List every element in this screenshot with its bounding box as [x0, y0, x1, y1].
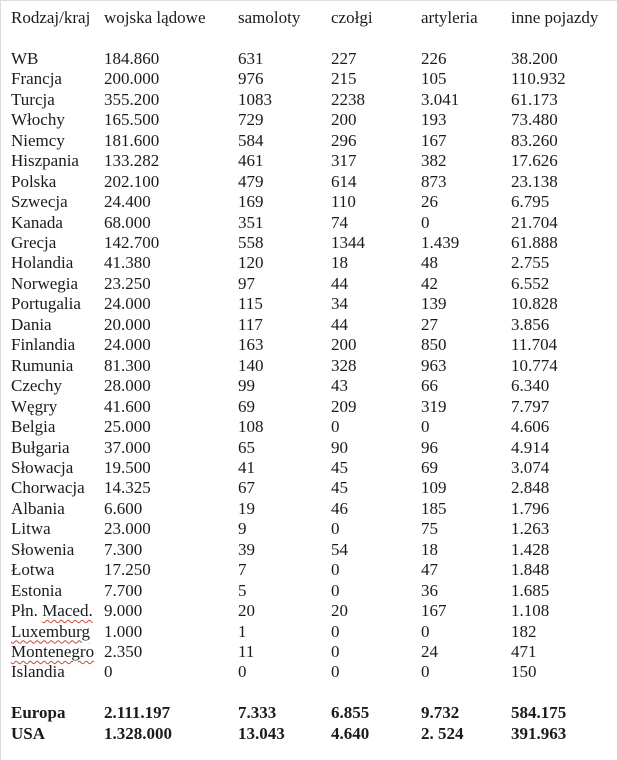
country-cell: Grecja	[11, 232, 57, 252]
value-cell: 67	[238, 478, 255, 498]
value-cell: 26	[421, 192, 438, 212]
spellcheck-word: Luxemburg	[11, 621, 91, 641]
value-cell: 631	[238, 48, 264, 68]
value-cell: 19	[238, 498, 255, 518]
country-cell: Francja	[11, 69, 62, 89]
value-cell: 20	[238, 601, 255, 621]
value-cell: 140	[238, 355, 264, 375]
value-cell: 6.340	[511, 376, 550, 396]
value-cell: 45	[331, 457, 348, 477]
value-cell: 24.400	[104, 192, 151, 212]
value-cell: 61.173	[511, 89, 558, 109]
value-cell: 2.755	[511, 253, 550, 273]
value-cell: 0	[238, 662, 247, 682]
value-cell: 11	[238, 642, 255, 662]
value-cell: 48	[421, 253, 438, 273]
value-cell: 97	[238, 273, 255, 293]
country-cell: Kanada	[11, 212, 63, 232]
header-wojska-ladowe: wojska lądowe	[104, 8, 206, 27]
value-cell: 108	[238, 417, 264, 437]
country-cell: Polska	[11, 171, 57, 191]
country-cell: Albania	[11, 498, 65, 518]
value-cell: 69	[421, 457, 438, 477]
value-cell: 41.380	[104, 253, 151, 273]
value-cell: 184.860	[104, 48, 160, 68]
value-cell: 10.774	[511, 355, 558, 375]
header-artyleria: artyleria	[421, 8, 478, 27]
value-cell: 23.138	[511, 171, 558, 191]
value-cell: 139	[421, 294, 447, 314]
value-cell: 226	[421, 48, 447, 68]
value-cell: 73.480	[511, 110, 558, 130]
value-cell: 0	[421, 621, 430, 641]
value-cell: 355.200	[104, 89, 160, 109]
value-cell: 200	[331, 335, 357, 355]
country-cell: Węgry	[11, 396, 58, 416]
value-cell: 11.704	[511, 335, 558, 355]
header-rodzaj-kraj: Rodzaj/kraj	[11, 8, 91, 27]
value-cell: 3.074	[511, 457, 550, 477]
country-cell: Estonia	[11, 580, 62, 600]
value-cell: 65	[238, 437, 255, 457]
value-cell: 117	[238, 314, 263, 334]
value-cell: 61.888	[511, 232, 558, 252]
value-cell: 4.606	[511, 417, 550, 437]
value-cell: 9.732	[421, 703, 460, 723]
value-cell: 17.626	[511, 151, 558, 171]
value-cell: 0	[331, 642, 340, 662]
value-cell: 43	[331, 376, 348, 396]
value-cell: 24	[421, 642, 438, 662]
value-cell: 2. 524	[421, 723, 464, 743]
header-inne-pojazdy: inne pojazdy	[511, 8, 599, 27]
value-cell: 185	[421, 498, 447, 518]
value-cell: 5	[238, 580, 247, 600]
value-cell: 351	[238, 212, 264, 232]
value-cell: 18	[331, 253, 348, 273]
value-cell: 20	[331, 601, 348, 621]
value-cell: 0	[331, 519, 340, 539]
value-cell: 614	[331, 171, 357, 191]
country-cell: Płn. Maced.	[11, 601, 93, 621]
value-cell: 110.932	[511, 69, 566, 89]
country-cell: Bułgaria	[11, 437, 70, 457]
country-cell: Litwa	[11, 519, 51, 539]
value-cell: 182	[511, 621, 537, 641]
value-cell: 38.200	[511, 48, 558, 68]
value-cell: 976	[238, 69, 264, 89]
value-cell: 181.600	[104, 130, 160, 150]
value-cell: 2.111.197	[104, 703, 171, 723]
country-cell: Holandia	[11, 253, 74, 273]
value-cell: 584	[238, 130, 264, 150]
header-samoloty: samoloty	[238, 8, 301, 27]
value-cell: 109	[421, 478, 447, 498]
value-cell: 105	[421, 69, 447, 89]
value-cell: 115	[238, 294, 263, 314]
value-cell: 18	[421, 539, 438, 559]
country-cell: Dania	[11, 314, 52, 334]
military-table	[11, 8, 617, 744]
value-cell: 7.700	[104, 580, 143, 600]
country-cell: Europa	[11, 703, 66, 723]
value-cell: 39	[238, 539, 255, 559]
value-cell: 2.350	[104, 642, 143, 662]
value-cell: 729	[238, 110, 264, 130]
value-cell: 96	[421, 437, 438, 457]
country-cell: Rumunia	[11, 355, 74, 375]
country-cell: Szwecja	[11, 192, 68, 212]
country-cell: WB	[11, 48, 39, 68]
value-cell: 28.000	[104, 376, 151, 396]
value-cell: 169	[238, 192, 264, 212]
value-cell: 23.250	[104, 273, 151, 293]
country-cell	[11, 642, 104, 662]
country-cell: Łotwa	[11, 560, 55, 580]
value-cell: 9.000	[104, 601, 143, 621]
country-cell: Finlandia	[11, 335, 76, 355]
value-cell: 7	[238, 560, 247, 580]
value-cell: 24.000	[104, 335, 151, 355]
blank-line	[11, 28, 617, 48]
value-cell: 41	[238, 457, 255, 477]
country-cell: Czechy	[11, 376, 62, 396]
value-cell: 200.000	[104, 69, 160, 89]
value-cell: 120	[238, 253, 264, 273]
value-cell: 47	[421, 560, 438, 580]
value-cell: 133.282	[104, 151, 160, 171]
value-cell: 1.796	[511, 498, 550, 518]
value-cell: 7.797	[511, 396, 550, 416]
value-cell: 110	[331, 192, 356, 212]
value-cell: 90	[331, 437, 348, 457]
value-cell: 1.439	[421, 232, 460, 252]
value-cell: 41.600	[104, 396, 151, 416]
value-cell: 10.828	[511, 294, 558, 314]
value-cell: 963	[421, 355, 447, 375]
value-cell: 328	[331, 355, 357, 375]
value-cell: 209	[331, 396, 357, 416]
value-cell: 202.100	[104, 171, 160, 191]
value-cell: 4.914	[511, 437, 550, 457]
value-cell: 0	[421, 212, 430, 232]
value-cell: 461	[238, 151, 264, 171]
value-cell: 150	[511, 662, 537, 682]
value-cell: 36	[421, 580, 438, 600]
value-cell: 7.333	[238, 703, 277, 723]
value-cell: 873	[421, 171, 447, 191]
value-cell: 319	[421, 396, 447, 416]
country-cell: Słowacja	[11, 457, 74, 477]
value-cell: 0	[421, 662, 430, 682]
value-cell: 1.263	[511, 519, 550, 539]
value-cell: 14.325	[104, 478, 151, 498]
country-cell: Włochy	[11, 110, 65, 130]
value-cell: 81.300	[104, 355, 151, 375]
value-cell: 296	[331, 130, 357, 150]
value-cell: 17.250	[104, 560, 151, 580]
value-cell: 69	[238, 396, 255, 416]
value-cell: 0	[331, 560, 340, 580]
value-cell: 4.640	[331, 723, 370, 743]
value-cell: 6.855	[331, 703, 370, 723]
value-cell: 9	[238, 519, 247, 539]
value-cell: 1344	[331, 232, 365, 252]
value-cell: 200	[331, 110, 357, 130]
value-cell: 6.600	[104, 498, 143, 518]
value-cell: 42	[421, 273, 438, 293]
spellcheck-word: Maced.	[42, 601, 93, 621]
value-cell: 23.000	[104, 519, 151, 539]
value-cell: 13.043	[238, 723, 285, 743]
value-cell: 45	[331, 478, 348, 498]
value-cell: 2.848	[511, 478, 550, 498]
value-cell: 34	[331, 294, 348, 314]
value-cell: 83.260	[511, 130, 558, 150]
country-cell	[11, 622, 104, 642]
value-cell: 99	[238, 376, 255, 396]
country-cell: Islandia	[11, 662, 65, 682]
country-cell: Niemcy	[11, 130, 65, 150]
value-cell: 37.000	[104, 437, 151, 457]
value-cell: 20.000	[104, 314, 151, 334]
value-cell: 0	[331, 580, 340, 600]
header-czolgi: czołgi	[331, 8, 373, 27]
value-cell: 142.700	[104, 232, 160, 252]
value-cell: 584.175	[511, 703, 567, 723]
value-cell: 850	[421, 335, 447, 355]
value-cell: 21.704	[511, 212, 558, 232]
value-cell: 163	[238, 335, 264, 355]
value-cell: 479	[238, 171, 264, 191]
value-cell: 1.685	[511, 580, 550, 600]
country-cell: Słowenia	[11, 539, 75, 559]
value-cell: 3.856	[511, 314, 550, 334]
country-cell: Turcja	[11, 89, 55, 109]
value-cell: 193	[421, 110, 447, 130]
country-cell: Hiszpania	[11, 151, 79, 171]
value-cell: 46	[331, 498, 348, 518]
value-cell: 0	[331, 662, 340, 682]
value-cell: 7.300	[104, 539, 143, 559]
value-cell: 167	[421, 130, 447, 150]
value-cell: 68.000	[104, 212, 151, 232]
value-cell: 391.963	[511, 723, 567, 743]
value-cell: 19.500	[104, 457, 151, 477]
value-cell: 227	[331, 48, 357, 68]
value-cell: 167	[421, 601, 447, 621]
value-cell: 0	[421, 417, 430, 437]
value-cell: 558	[238, 232, 264, 252]
country-cell: Belgia	[11, 417, 56, 437]
value-cell: 25.000	[104, 417, 151, 437]
value-cell: 471	[511, 642, 537, 662]
value-cell: 382	[421, 151, 447, 171]
value-cell: 27	[421, 314, 438, 334]
country-cell: USA	[11, 723, 46, 743]
value-cell: 75	[421, 519, 438, 539]
value-cell: 1.000	[104, 621, 143, 641]
value-cell: 165.500	[104, 110, 160, 130]
blank-line	[11, 683, 617, 703]
value-cell: 317	[331, 151, 357, 171]
value-cell: 44	[331, 273, 348, 293]
value-cell: 1.108	[511, 601, 550, 621]
value-cell: 74	[331, 212, 348, 232]
country-cell: Chorwacja	[11, 478, 85, 498]
value-cell: 66	[421, 376, 438, 396]
value-cell: 1	[238, 621, 247, 641]
spellcheck-word: Montenegro	[11, 642, 95, 662]
value-cell: 3.041	[421, 89, 460, 109]
value-cell: 1.428	[511, 539, 550, 559]
country-cell: Portugalia	[11, 294, 81, 314]
value-cell: 215	[331, 69, 357, 89]
value-cell: 6.552	[511, 273, 550, 293]
value-cell: 1083	[238, 89, 272, 109]
value-cell: 0	[331, 417, 340, 437]
value-cell: 54	[331, 539, 348, 559]
value-cell: 0	[331, 621, 340, 641]
value-cell: 44	[331, 314, 348, 334]
value-cell: 6.795	[511, 192, 550, 212]
value-cell: 1.848	[511, 560, 550, 580]
value-cell: 2238	[331, 89, 365, 109]
country-cell: Norwegia	[11, 273, 79, 293]
value-cell: 1.328.000	[104, 723, 172, 743]
value-cell: 24.000	[104, 294, 151, 314]
value-cell: 0	[104, 662, 113, 682]
